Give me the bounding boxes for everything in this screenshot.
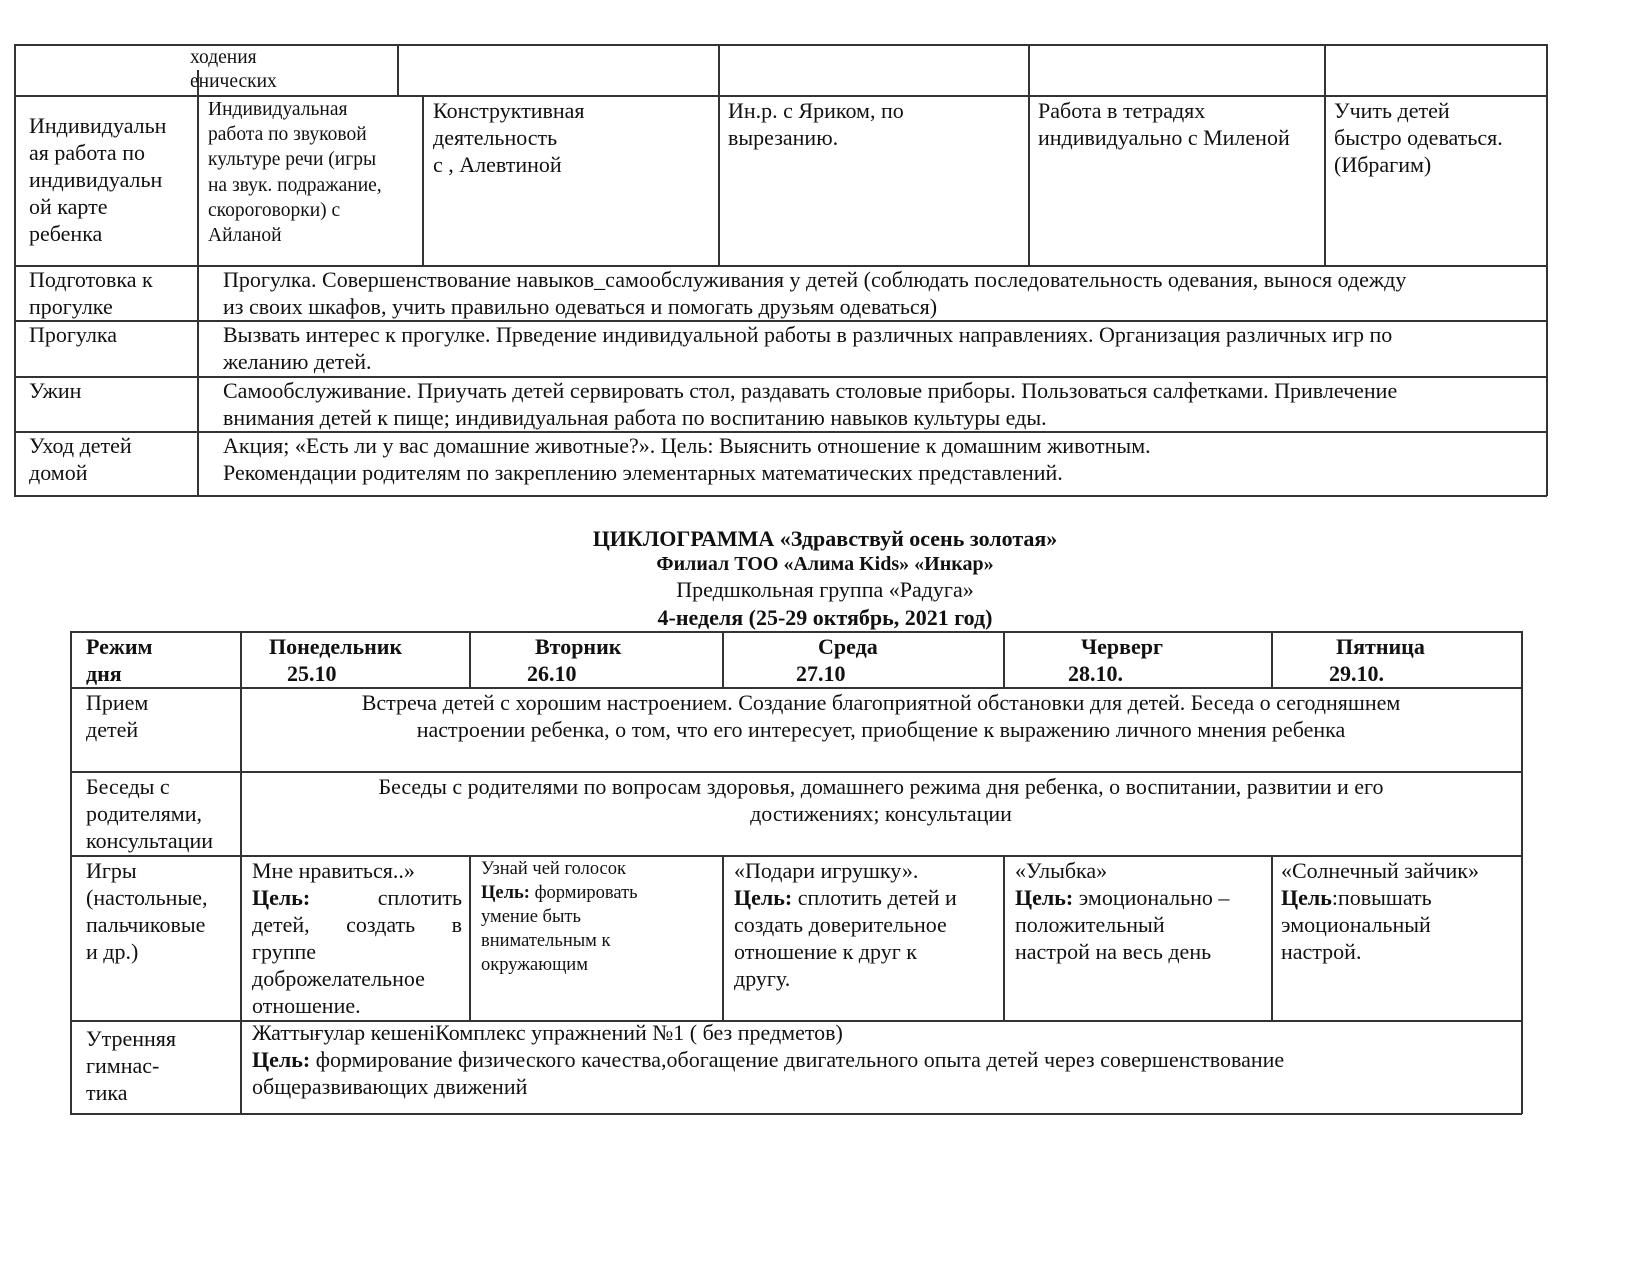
game-tuesday xyxy=(481,857,719,977)
walk-content: Вызвать интерес к прогулке. Прведение индивидуальной работы в различных направлениях. Организация различных игр по желанию детей. xyxy=(223,322,1393,374)
goal-label: Цель: xyxy=(1015,885,1074,910)
goal-text: эмоционально – положительный настрой на весь день xyxy=(1015,885,1230,964)
day-date: 28.10. xyxy=(1068,661,1123,686)
goal-label: Цель xyxy=(1281,885,1332,910)
parents-content: Беседы с родителями по вопросам здоровья, домашнего режима дня ребенка, о воспитании, развитии и его достижениях; консультации xyxy=(378,774,1384,826)
goal-text: сплотить детей, создать в группе доброжелательное отношение. xyxy=(252,885,462,1018)
header-day-wednesday xyxy=(723,633,1003,687)
game-thursday xyxy=(1015,857,1269,965)
day-date: 29.10. xyxy=(1329,661,1384,686)
individual-work-tuesday: Конструктивная деятельность с , Алевтиной xyxy=(433,98,585,177)
day-date: 27.10 xyxy=(796,661,846,686)
game-monday xyxy=(252,857,462,1019)
goal-text: :повышать эмоциональный настрой. xyxy=(1281,885,1432,964)
morning-gym-content xyxy=(252,1019,1518,1100)
day-name: Среда xyxy=(818,634,878,659)
going-home-content: Акция; «Есть ли у вас домашние животные?». Цель: Выяснить отношение к домашним животным. Рекомендации родителям по закреплению элементарных математических представлений. xyxy=(223,433,1151,485)
goal-text: формирование физического качества,обогащение двигательного опыта детей через совершенствование общеразвивающих движений xyxy=(252,1047,1285,1099)
row-label-reception: Прием детей xyxy=(86,690,149,742)
row-label-walk-prep: Подготовка к прогулке xyxy=(29,267,153,319)
individual-work-monday: Индивидуальная работа по звуковой культуре речи (игры на звук. подражание, скороговорки) с Айланой xyxy=(208,99,382,247)
header-day-tuesday xyxy=(470,633,722,687)
dinner-content: Самообслуживание. Приучать детей сервировать стол, раздавать столовые приборы. Пользоваться салфетками. Привлечение внимания детей к пище; индивидуальная работа по воспитанию навыков культуры еды. xyxy=(223,378,1398,430)
day-name: Вторник xyxy=(535,634,622,659)
goal-label: Цель: xyxy=(481,883,530,903)
header-day-monday xyxy=(241,633,469,687)
goal-label: Цель: xyxy=(734,885,793,910)
game-goal xyxy=(481,881,719,977)
header-regime-label: Режим дня xyxy=(86,634,153,686)
header-day-friday xyxy=(1272,633,1521,687)
reception-content: Встреча детей с хорошим настроением. Создание благоприятной обстановки для детей. Беседа о сегодняшнем настроении ребенка, о том, что его интересует, приобщение к выражению личного мнения ребенка xyxy=(361,690,1401,742)
row-label-morning-gym: Утренняя гимнас- тика xyxy=(86,1026,177,1105)
game-goal xyxy=(1015,884,1269,965)
goal-text: формировать умение быть внимательным к окружающим xyxy=(481,883,638,975)
row-label-individual-work: Индивидуальн ая работа по индивидуальн ой карте ребенка xyxy=(29,113,167,246)
day-name: Понедельник xyxy=(269,634,403,659)
individual-work-friday: Учить детей быстро одеваться. (Ибрагим) xyxy=(1334,98,1503,177)
gym-exercise-set: Жаттығулар кешеніКомплекс упражнений №1 ( без предметов) xyxy=(252,1020,843,1045)
row-label-going-home: Уход детей домой xyxy=(29,433,132,485)
individual-work-thursday: Работа в тетрадях индивидуально с Миленой xyxy=(1038,98,1290,150)
goal-label: Цель: xyxy=(252,1047,311,1072)
day-name: Пятница xyxy=(1336,634,1425,659)
cut-row-line-1: ходения xyxy=(190,47,257,68)
game-wednesday xyxy=(734,857,1000,992)
goal-label: Цель: xyxy=(252,885,311,910)
cut-row-line-2: енических xyxy=(190,71,277,92)
game-goal xyxy=(1281,884,1519,965)
cut-row-fragment xyxy=(190,44,396,95)
individual-work-wednesday: Ин.р. с Яриком, по вырезанию. xyxy=(728,98,904,150)
row-label-parents: Беседы с родителями, консультации xyxy=(86,774,213,853)
game-goal xyxy=(252,884,462,1019)
branch-name: Филиал ТОО «Алима Kids» «Инкар» xyxy=(656,553,994,575)
game-title: «Солнечный зайчик» xyxy=(1281,858,1479,883)
header-day-thursday xyxy=(1004,633,1271,687)
game-title: «Улыбка» xyxy=(1015,858,1108,883)
day-date: 25.10 xyxy=(287,661,337,686)
game-friday xyxy=(1281,857,1519,965)
day-date: 26.10 xyxy=(527,661,577,686)
game-title: Мне нравиться..» xyxy=(252,858,415,883)
row-label-dinner: Ужин xyxy=(29,378,82,403)
game-title: Узнай чей голосок xyxy=(481,859,626,879)
row-label-walk: Прогулка xyxy=(29,322,118,347)
page-title: ЦИКЛОГРАММА «Здравствуй осень золотая» xyxy=(592,526,1058,551)
game-goal xyxy=(734,884,1000,992)
group-name: Предшкольная группа «Радуга» xyxy=(676,577,974,602)
row-label-games: Игры (настольные, пальчиковые и др.) xyxy=(86,858,208,964)
day-name: Черверг xyxy=(1081,634,1164,659)
goal-text: сплотить детей и создать доверительное отношение к друг к другу. xyxy=(734,885,957,991)
game-title: «Подари игрушку». xyxy=(734,858,919,883)
walk-prep-content: Прогулка. Совершенствование навыков_самообслуживания у детей (соблюдать последовательность одевания, вынося одежду из своих шкафов, учить правильно одеваться и помогать друзьям одеваться) xyxy=(223,267,1407,319)
gym-goal xyxy=(252,1046,1518,1100)
week-label: 4-неделя (25-29 октябрь, 2021 год) xyxy=(657,605,993,630)
